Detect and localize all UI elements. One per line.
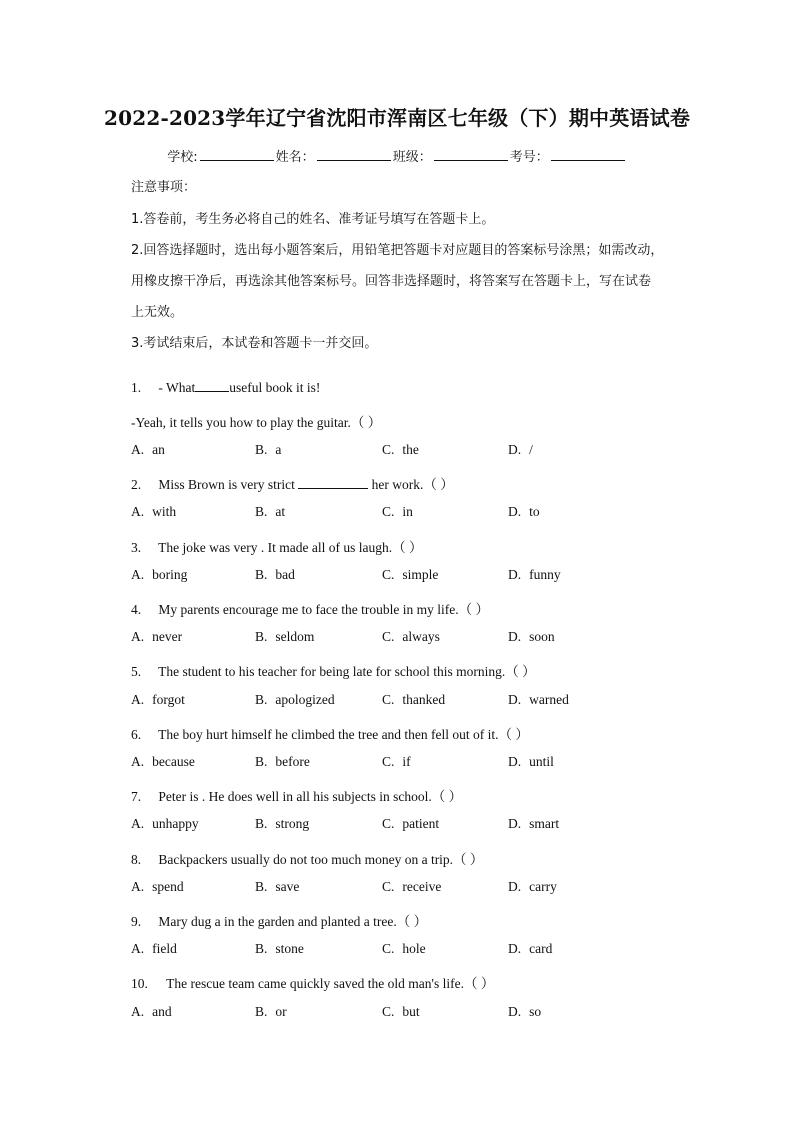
option-letter: C. xyxy=(382,567,395,582)
option-letter: B. xyxy=(255,629,268,644)
option-text: simple xyxy=(402,567,439,582)
option-text: carry xyxy=(529,879,557,894)
notes-line: 用橡皮擦干净后，再选涂其他答案标号。回答非选择题时，将答案写在答题卡上，写在试卷 xyxy=(131,274,652,289)
question-number: 10. xyxy=(131,976,148,991)
question-number: 8. xyxy=(131,852,142,867)
school-blank[interactable] xyxy=(200,150,274,161)
option-text: soon xyxy=(529,629,555,644)
option-text: smart xyxy=(529,816,560,831)
question-text: The student to his teacher for being late for school this morning.（ ） xyxy=(158,664,536,679)
option-letter: C. xyxy=(382,504,395,519)
question-4 xyxy=(131,598,489,618)
option-letter: D. xyxy=(508,442,522,457)
option-d[interactable] xyxy=(508,879,557,895)
option-letter: B. xyxy=(255,941,268,956)
option-text: because xyxy=(152,754,195,769)
option-text: strong xyxy=(275,816,310,831)
question-number: 3. xyxy=(131,540,142,555)
option-d[interactable] xyxy=(508,567,561,583)
option-letter: D. xyxy=(508,816,522,831)
option-letter: A. xyxy=(131,442,145,457)
option-a[interactable] xyxy=(131,1004,172,1020)
notes-heading: 注意事项： xyxy=(131,180,197,195)
option-text: field xyxy=(152,941,177,956)
exam-number-label: 考号： xyxy=(509,150,549,165)
option-c[interactable] xyxy=(382,941,426,957)
option-text: bad xyxy=(275,567,295,582)
option-letter: A. xyxy=(131,816,145,831)
option-letter: D. xyxy=(508,754,522,769)
option-b[interactable] xyxy=(255,692,335,708)
option-letter: B. xyxy=(255,816,268,831)
option-letter: A. xyxy=(131,754,145,769)
question-number: 7. xyxy=(131,789,142,804)
exam-title: 2022-2023学年辽宁省沈阳市浑南区七年级（下）期中英语试卷 xyxy=(103,106,691,130)
option-a[interactable] xyxy=(131,754,195,770)
option-text: seldom xyxy=(275,629,315,644)
question-1-line2: -Yeah, it tells you how to play the guitar.（ ） xyxy=(131,415,382,430)
option-a[interactable] xyxy=(131,442,165,458)
question-number: 1. xyxy=(131,380,142,395)
option-b[interactable] xyxy=(255,567,295,583)
option-c[interactable] xyxy=(382,879,441,895)
option-c[interactable] xyxy=(382,816,439,832)
option-a[interactable] xyxy=(131,692,185,708)
question-number: 2. xyxy=(131,477,142,492)
option-text: save xyxy=(275,879,300,894)
option-a[interactable] xyxy=(131,816,199,832)
option-a[interactable] xyxy=(131,567,187,583)
option-text: apologized xyxy=(275,692,335,707)
question-number: 9. xyxy=(131,914,142,929)
option-text: thanked xyxy=(402,692,446,707)
option-c[interactable] xyxy=(382,754,411,770)
question-6 xyxy=(131,723,529,743)
option-b[interactable] xyxy=(255,754,310,770)
option-b[interactable] xyxy=(255,1004,287,1020)
option-text: in xyxy=(402,504,413,519)
option-text: patient xyxy=(402,816,440,831)
option-c[interactable] xyxy=(382,504,413,520)
option-c[interactable] xyxy=(382,567,438,583)
option-letter: D. xyxy=(508,504,522,519)
option-a[interactable] xyxy=(131,941,177,957)
option-letter: A. xyxy=(131,941,145,956)
option-text: with xyxy=(152,504,177,519)
option-letter: B. xyxy=(255,754,268,769)
question-text: Mary dug a in the garden and planted a tree.（ ） xyxy=(158,914,428,929)
option-letter: B. xyxy=(255,567,268,582)
option-text: spend xyxy=(152,879,184,894)
question-8 xyxy=(131,848,483,868)
option-letter: C. xyxy=(382,879,395,894)
notes-line: 2.回答选择题时，选出每小题答案后，用铅笔把答题卡对应题目的答案标号涂黑；如需改动， xyxy=(131,243,664,258)
option-letter: A. xyxy=(131,879,145,894)
question-text: My parents encourage me to face the trouble in my life.（ ） xyxy=(158,602,490,617)
option-text: hole xyxy=(402,941,426,956)
option-letter: D. xyxy=(508,941,522,956)
option-letter: D. xyxy=(508,692,522,707)
question-7 xyxy=(131,785,462,805)
option-letter: C. xyxy=(382,941,395,956)
question-text-before: - What xyxy=(158,380,196,395)
option-a[interactable] xyxy=(131,879,184,895)
option-text: forgot xyxy=(152,692,185,707)
option-b[interactable] xyxy=(255,629,314,645)
question-text: Peter is . He does well in all his subjects in school.（ ） xyxy=(158,789,463,804)
option-text: funny xyxy=(529,567,561,582)
question-3 xyxy=(131,536,422,556)
option-text: receive xyxy=(402,879,442,894)
notes-line: 1.答卷前，考生务必将自己的姓名、准考证号填写在答题卡上。 xyxy=(131,212,495,227)
option-letter: A. xyxy=(131,692,145,707)
question-number: 6. xyxy=(131,727,142,742)
option-text: and xyxy=(152,1004,172,1019)
question-9 xyxy=(131,910,427,930)
school-label: 学校: xyxy=(167,150,198,165)
option-text: until xyxy=(529,754,554,769)
question-text: Backpackers usually do not too much money on a trip.（ ） xyxy=(158,852,484,867)
class-label: 班级： xyxy=(392,150,432,165)
option-letter: B. xyxy=(255,879,268,894)
notes-line: 上无效。 xyxy=(131,305,184,320)
option-letter: D. xyxy=(508,879,522,894)
option-letter: A. xyxy=(131,567,145,582)
answer-blank xyxy=(195,381,229,392)
option-text: if xyxy=(402,754,411,769)
question-text: The rescue team came quickly saved the old man's life.（ ） xyxy=(166,976,495,991)
option-letter: D. xyxy=(508,1004,522,1019)
question-text-after: useful book it is! xyxy=(229,380,321,395)
option-b[interactable] xyxy=(255,816,309,832)
option-c[interactable] xyxy=(382,442,419,458)
option-text: warned xyxy=(529,692,569,707)
option-b[interactable] xyxy=(255,941,304,957)
option-letter: B. xyxy=(255,1004,268,1019)
option-text: at xyxy=(275,504,286,519)
option-letter: C. xyxy=(382,754,395,769)
option-text: stone xyxy=(275,941,304,956)
option-letter: A. xyxy=(131,1004,145,1019)
answer-blank xyxy=(298,478,368,489)
option-letter: C. xyxy=(382,442,395,457)
option-text: card xyxy=(529,941,553,956)
question-5 xyxy=(131,660,536,680)
question-text: The boy hurt himself he climbed the tree and then fell out of it.（ ） xyxy=(158,727,529,742)
option-d[interactable] xyxy=(508,816,559,832)
option-text: or xyxy=(275,1004,287,1019)
option-letter: D. xyxy=(508,567,522,582)
option-a[interactable] xyxy=(131,504,176,520)
option-letter: A. xyxy=(131,629,145,644)
option-d[interactable] xyxy=(508,692,569,708)
question-number: 5. xyxy=(131,664,142,679)
option-text: never xyxy=(152,629,183,644)
option-text: to xyxy=(529,504,540,519)
option-letter: C. xyxy=(382,816,395,831)
option-text: the xyxy=(402,442,419,457)
option-letter: A. xyxy=(131,504,145,519)
option-b[interactable] xyxy=(255,442,281,458)
option-letter: C. xyxy=(382,1004,395,1019)
question-text-before: Miss Brown is very strict xyxy=(158,477,295,492)
option-letter: D. xyxy=(508,629,522,644)
option-b[interactable] xyxy=(255,879,299,895)
option-c[interactable] xyxy=(382,629,440,645)
option-a[interactable] xyxy=(131,629,182,645)
question-2 xyxy=(131,473,454,493)
option-d[interactable] xyxy=(508,941,552,957)
option-letter: B. xyxy=(255,692,268,707)
option-c[interactable] xyxy=(382,1004,420,1020)
question-text: The joke was very . It made all of us laugh.（ ） xyxy=(158,540,423,555)
option-text: but xyxy=(402,1004,420,1019)
name-label: 姓名： xyxy=(275,150,315,165)
name-blank[interactable] xyxy=(317,150,391,161)
question-number: 4. xyxy=(131,602,142,617)
option-c[interactable] xyxy=(382,692,445,708)
option-text: an xyxy=(152,442,165,457)
option-text: / xyxy=(529,442,533,457)
option-text: before xyxy=(275,754,310,769)
option-text: so xyxy=(529,1004,542,1019)
option-b[interactable] xyxy=(255,504,285,520)
option-letter: B. xyxy=(255,442,268,457)
option-text: unhappy xyxy=(152,816,199,831)
option-d[interactable] xyxy=(508,1004,541,1020)
option-d[interactable] xyxy=(508,754,554,770)
option-text: boring xyxy=(152,567,188,582)
student-info-row xyxy=(0,146,794,165)
option-letter: C. xyxy=(382,692,395,707)
option-d[interactable] xyxy=(508,629,555,645)
option-text: a xyxy=(275,442,282,457)
notes-line: 3.考试结束后，本试卷和答题卡一并交回。 xyxy=(131,336,378,351)
option-d[interactable] xyxy=(508,442,533,458)
class-blank[interactable] xyxy=(434,150,508,161)
question-10 xyxy=(131,972,494,992)
question-text-after: her work.（ ） xyxy=(371,477,454,492)
option-letter: C. xyxy=(382,629,395,644)
option-text: always xyxy=(402,629,440,644)
option-letter: B. xyxy=(255,504,268,519)
option-d[interactable] xyxy=(508,504,540,520)
question-1 xyxy=(131,380,320,396)
exam-number-blank[interactable] xyxy=(551,150,625,161)
